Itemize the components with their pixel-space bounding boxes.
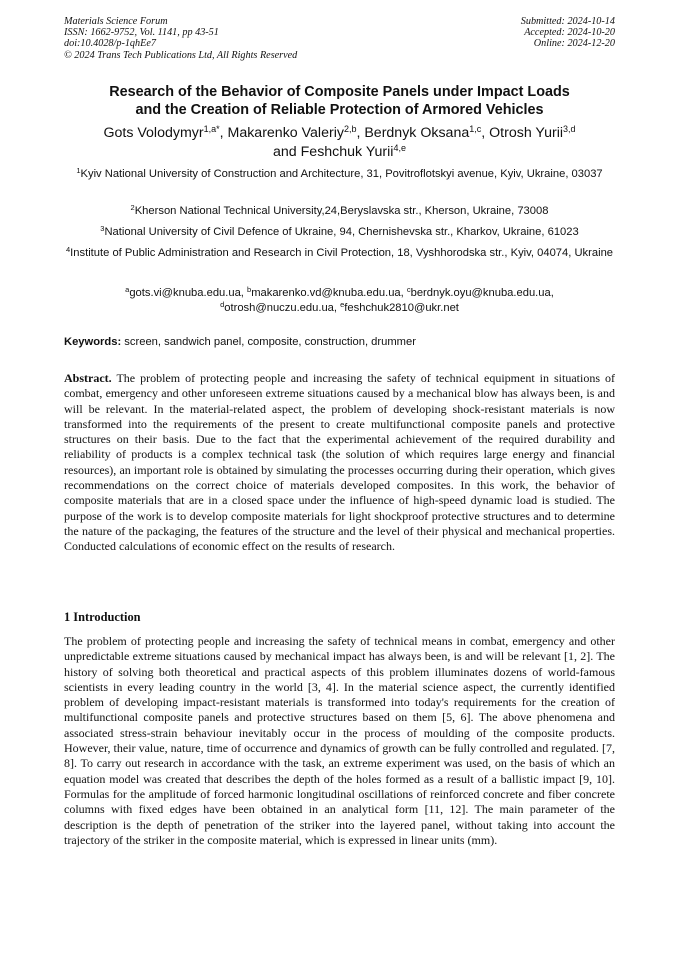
copyright-line: © 2024 Trans Tech Publications Ltd, All Rights Reserved — [64, 49, 298, 61]
section-heading: 1 Introduction — [64, 610, 141, 624]
email-link[interactable]: feshchuk2810@ukr.net — [344, 302, 459, 314]
email-link[interactable]: berdnyk.oyu@knuba.edu.ua, — [410, 287, 554, 299]
email-marker: e — [340, 300, 345, 309]
author-separator: , — [481, 125, 490, 141]
journal-doi[interactable]: doi:10.4028/p-1qhEe7 — [64, 38, 156, 50]
affiliation-number: 3 — [100, 224, 105, 233]
affiliation-number: 4 — [65, 245, 71, 254]
journal-issn: ISSN: 1662-9752, Vol. 1141, pp 43-51 — [64, 27, 219, 39]
email-marker: c — [406, 285, 411, 294]
email-link[interactable]: gots.vi@knuba.edu.ua, — [129, 287, 248, 299]
affiliation-text: Kherson National Technical University,24,Beryslavska str., Kherson, Ukraine, 73008 — [134, 205, 549, 217]
keywords-text: screen, sandwich panel, composite, construction, drummer — [121, 336, 416, 348]
affiliation-number: 2 — [130, 203, 135, 212]
email-line-1 — [64, 286, 615, 301]
affiliation-3 — [64, 225, 615, 241]
affiliation-text: Institute of Public Administration and Research in Civil Protection, 18, Vyshhorodska str., Kyiv, 04074, Ukraine — [70, 247, 614, 259]
email-link[interactable]: otrosh@nuczu.edu.ua, — [224, 302, 341, 314]
author-name: Otrosh Yurii — [489, 125, 564, 141]
author-name: Gots Volodymyr — [103, 125, 204, 141]
accepted-date: Accepted: 2024-10-20 — [524, 27, 615, 39]
email-marker: b — [247, 285, 252, 294]
affiliation-text: National University of Civil Defence of Ukraine, 94, Chernishevska str., Kharkov, Ukraine, 61023 — [104, 226, 579, 238]
affiliation-1 — [64, 167, 615, 183]
submitted-date: Submitted: 2024-10-14 — [520, 16, 615, 27]
author-line-2 — [273, 144, 406, 160]
author-affiliation-marker: 3,d — [563, 124, 576, 134]
author-separator: , — [219, 125, 228, 141]
affiliation-2 — [64, 204, 615, 220]
keywords — [64, 335, 615, 350]
author-line-1 — [103, 125, 575, 141]
title-line-2: and the Creation of Reliable Protection of Armored Vehicles — [135, 102, 544, 118]
abstract — [64, 371, 615, 555]
paper-title — [64, 83, 615, 119]
author-affiliation-marker: 1,a* — [203, 124, 220, 134]
author-separator: , — [356, 125, 365, 141]
author-name: and Feshchuk Yurii — [273, 144, 394, 160]
email-marker: a — [125, 285, 130, 294]
email-marker: d — [220, 300, 225, 309]
abstract-label: Abstract. — [64, 371, 112, 385]
affiliation-4 — [64, 246, 615, 262]
online-date: Online: 2024-12-20 — [533, 38, 615, 50]
affiliation-number: 1 — [76, 166, 81, 175]
author-affiliation-marker: 1,c — [469, 124, 482, 134]
author-list — [64, 124, 615, 162]
author-emails — [64, 286, 615, 316]
email-link[interactable]: makarenko.vd@knuba.edu.ua, — [251, 287, 407, 299]
author-name: Berdnyk Oksana — [364, 125, 470, 141]
author-affiliation-marker: 4,e — [393, 143, 406, 153]
abstract-text: The problem of protecting people and increasing the safety of technical equipment in situations of combat, emergency and other unforeseen extreme situations caused by a mechanical blow has always been, is and will be relevant. In the material-related aspect, the problem of developing shock-resistant materials is now transformed into the requirements of the present to create multifunctional composite panels and protective structures on their basis. Due to the fact that the experimental achievement of the required durability and reliability of products is a complex technical task (the solution of which requires large energy and financial resources), an important role is obtained by simulating the processes occurring during their operation, which gives recommendations on the correct choice of materials developed composites. In this work, the behavior of composite materials that are in a closed space under the influence of high-speed dynamic load is studied. The purpose of the work is to develop composite materials for light shockproof protective structures and to determine the nature of the packaging, the features of the structure and the level of their physical and mechanical properties. Conducted calculations of economic effect on the results of research. — [64, 371, 615, 554]
affiliation-text: Kyiv National University of Construction and Architecture, 31, Povitroflotskyi avenue, Kyiv, Ukraine, 03037 — [80, 168, 603, 180]
email-line-2 — [64, 301, 615, 316]
dates-header — [395, 16, 615, 50]
author-name: Makarenko Valeriy — [227, 125, 344, 141]
author-affiliation-marker: 2,b — [343, 124, 357, 134]
keywords-label: Keywords: — [64, 336, 122, 348]
journal-header — [64, 16, 384, 61]
introduction-text: The problem of protecting people and increasing the safety of technical means in combat, emergency and other unpredictable extreme situations caused by mechanical impact has always been, is and will be relevant [1, 2]. The history of solving both theoretical and practical aspects of this problem illuminates dozens of world-famous scientists in every leading country in the world [3, 4]. In the material science aspect, the currently identified problem of developing impact-resistant materials is transformed into today's requirements for the creation of multifunctional composite panels and protective structures based on them [5, 6]. The above phenomena and associated stress-strain behaviour inevitably occur in the process of moulding of the composite products. However, their value, nature, time of occurrence and dynamics of growth can be fully controlled and regulated. [7, 8]. To carry out research in accordance with the task, an extreme experiment was used, on the basis of which an equation model was created that describes the depth of the holes formed as a result of a ballistic impact [9, 10]. Formulas for the amplitude of forced harmonic longitudinal oscillations of reinforced concrete and fiber concrete columns with fixed edges have been obtained in an analytical form [11, 12]. The main parameter of the description is the depth of penetration of the striker into the layered panel, without taking into account the trajectory of the striker in the composite material, which is expressed in linear units (mm). — [64, 634, 615, 847]
journal-name: Materials Science Forum — [64, 16, 168, 27]
title-line-1: Research of the Behavior of Composite Panels under Impact Loads — [109, 84, 570, 100]
